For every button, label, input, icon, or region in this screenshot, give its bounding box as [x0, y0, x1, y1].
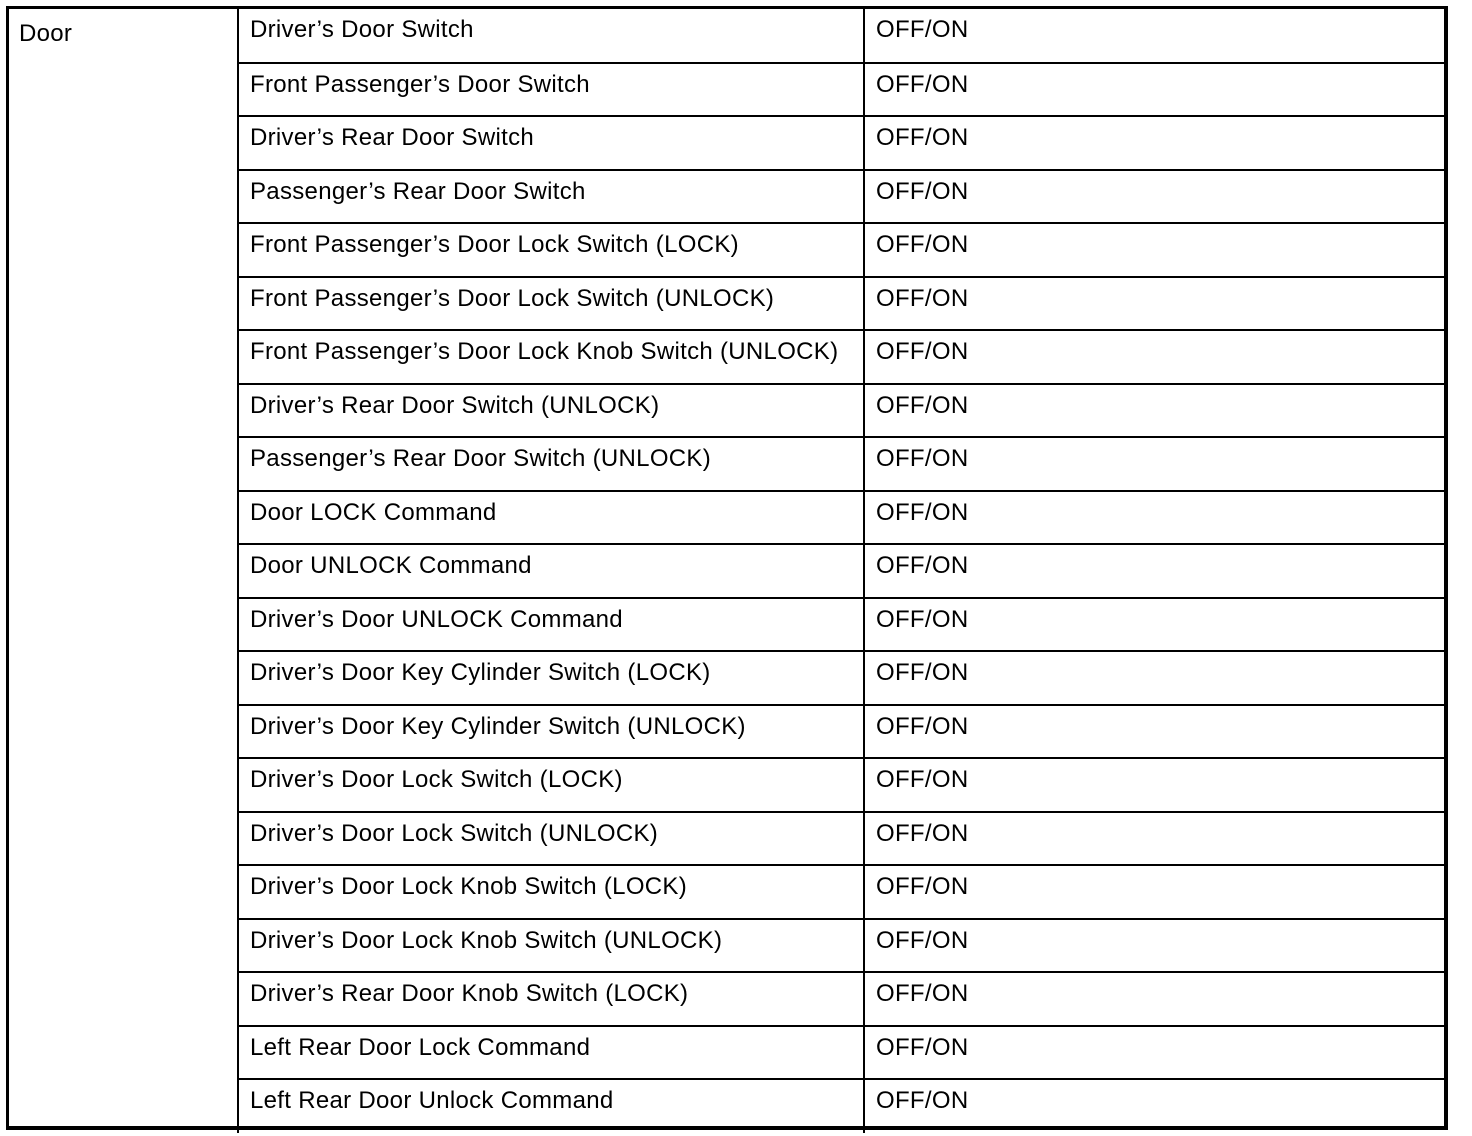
item-name-cell: Driver’s Rear Door Knob Switch (LOCK) — [238, 972, 864, 1026]
item-name-cell: Front Passenger’s Door Switch — [238, 63, 864, 117]
item-name-cell: Door UNLOCK Command — [238, 544, 864, 598]
item-value-cell: OFF/ON — [864, 116, 1444, 170]
item-value-cell: OFF/ON — [864, 63, 1444, 117]
item-name-cell: Driver’s Door Lock Switch (LOCK) — [238, 758, 864, 812]
item-value-cell: OFF/ON — [864, 919, 1444, 973]
item-value-cell: OFF/ON — [876, 1087, 969, 1114]
item-name-cell: Front Passenger’s Door Lock Switch (UNLOCK) — [238, 277, 864, 331]
table-row — [9, 9, 1444, 63]
item-name-cell: Driver’s Door Lock Knob Switch (UNLOCK) — [238, 919, 864, 973]
item-value-cell: OFF/ON — [864, 651, 1444, 705]
item-value-cell: OFF/ON — [864, 865, 1444, 919]
item-name-cell: Driver’s Door Lock Knob Switch (LOCK) — [238, 865, 864, 919]
item-name-cell: Front Passenger’s Door Lock Knob Switch (UNLOCK) — [238, 330, 864, 384]
item-value-cell: OFF/ON — [864, 598, 1444, 652]
item-name-cell: Driver’s Door Lock Switch (UNLOCK) — [238, 812, 864, 866]
item-value-cell: OFF/ON — [864, 170, 1444, 224]
item-name-cell: Front Passenger’s Door Lock Switch (LOCK) — [238, 223, 864, 277]
item-value-cell: OFF/ON — [864, 812, 1444, 866]
item-value-cell: OFF/ON — [864, 9, 1444, 63]
item-value-cell: OFF/ON — [864, 491, 1444, 545]
item-value-cell: OFF/ON — [864, 223, 1444, 277]
item-name-cell: Left Rear Door Lock Command — [238, 1026, 864, 1080]
item-name-cell: Left Rear Door Unlock Command — [238, 1079, 864, 1133]
parameter-table-container — [6, 6, 1448, 1130]
item-value-cell: OFF/ON — [864, 972, 1444, 1026]
item-name-cell: Passenger’s Rear Door Switch — [238, 170, 864, 224]
item-value-cell: OFF/ON — [864, 705, 1444, 759]
item-name-cell: Driver’s Door Switch — [238, 9, 864, 63]
item-name-cell: Passenger’s Rear Door Switch (UNLOCK) — [238, 437, 864, 491]
item-name-cell: Driver’s Door Key Cylinder Switch (LOCK) — [238, 651, 864, 705]
item-value-cell: OFF/ON — [864, 277, 1444, 331]
parameter-table — [9, 9, 1444, 1133]
item-name-cell: Door LOCK Command — [238, 491, 864, 545]
item-name-cell: Driver’s Rear Door Switch — [238, 116, 864, 170]
item-name-cell: Driver’s Rear Door Switch (UNLOCK) — [238, 384, 864, 438]
item-name-cell: Driver’s Door Key Cylinder Switch (UNLOCK) — [238, 705, 864, 759]
item-value-cell: OFF/ON — [864, 544, 1444, 598]
item-name-cell: Driver’s Door UNLOCK Command — [238, 598, 864, 652]
item-value-cell: OFF/ON — [864, 437, 1444, 491]
item-value-cell: OFF/ON — [864, 1026, 1444, 1080]
group-label-cell: Door — [9, 9, 238, 1133]
item-value-cell: OFF/ON — [864, 384, 1444, 438]
item-value-cell: OFF/ON — [864, 330, 1444, 384]
parameter-table-body — [9, 9, 1444, 1133]
item-value-cell: OFF/ON — [864, 758, 1444, 812]
